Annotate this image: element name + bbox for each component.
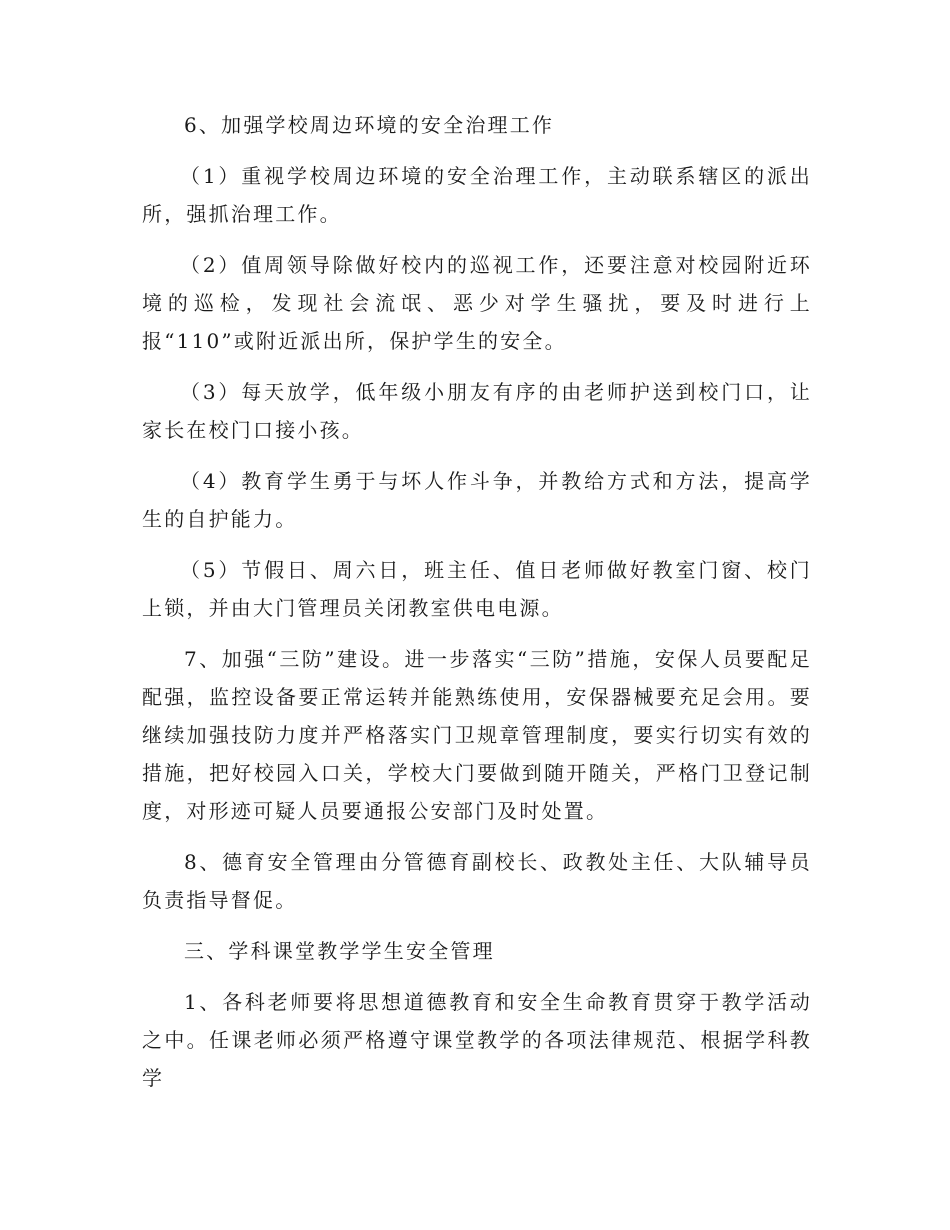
- paragraph-item-5: （5）节假日、周六日，班主任、值日老师做好教室门窗、校门上锁，并由大门管理员关闭教室供电电源。: [142, 558, 812, 620]
- section-heading-6: 6、加强学校周边环境的安全治理工作: [184, 113, 555, 137]
- paragraph-item-3: （3）每天放学，低年级小朋友有序的由老师护送到校门口，让家长在校门口接小孩。: [142, 380, 812, 442]
- paragraph-item-4: （4）教育学生勇于与坏人作斗争，并教给方式和方法，提高学生的自护能力。: [142, 469, 812, 531]
- paragraph-item-2: （2）值周领导除做好校内的巡视工作，还要注意对校园附近环境的巡检，发现社会流氓、恶少对学生骚扰，要及时进行上报“110”或附近派出所，保护学生的安全。: [142, 253, 812, 353]
- paragraph-item-1: （1）重视学校周边环境的安全治理工作，主动联系辖区的派出所，强抓治理工作。: [142, 164, 812, 226]
- document-body: [142, 106, 812, 1110]
- paragraph-section-8: 8、德育安全管理由分管德育副校长、政教处主任、大队辅导员负责指导督促。: [142, 850, 812, 912]
- paragraph-teaching-1: 1、各科老师要将思想道德教育和安全生命教育贯穿于教学活动之中。任课老师必须严格遵守课堂教学的各项法律规范、根据学科教学: [142, 990, 812, 1090]
- section-heading-3: 三、学科课堂教学学生安全管理: [184, 939, 495, 963]
- paragraph-section-7: 7、加强“三防”建设。进一步落实“三防”措施，安保人员要配足配强，监控设备要正常运转并能熟练使用，安保器械要充足会用。要继续加强技防力度并严格落实门卫规章管理制度，要实行切实有效的措施，把好校园入口关，学校大门要做到随开随关，严格门卫登记制度，对形迹可疑人员要通报公安部门及时处置。: [142, 647, 812, 823]
